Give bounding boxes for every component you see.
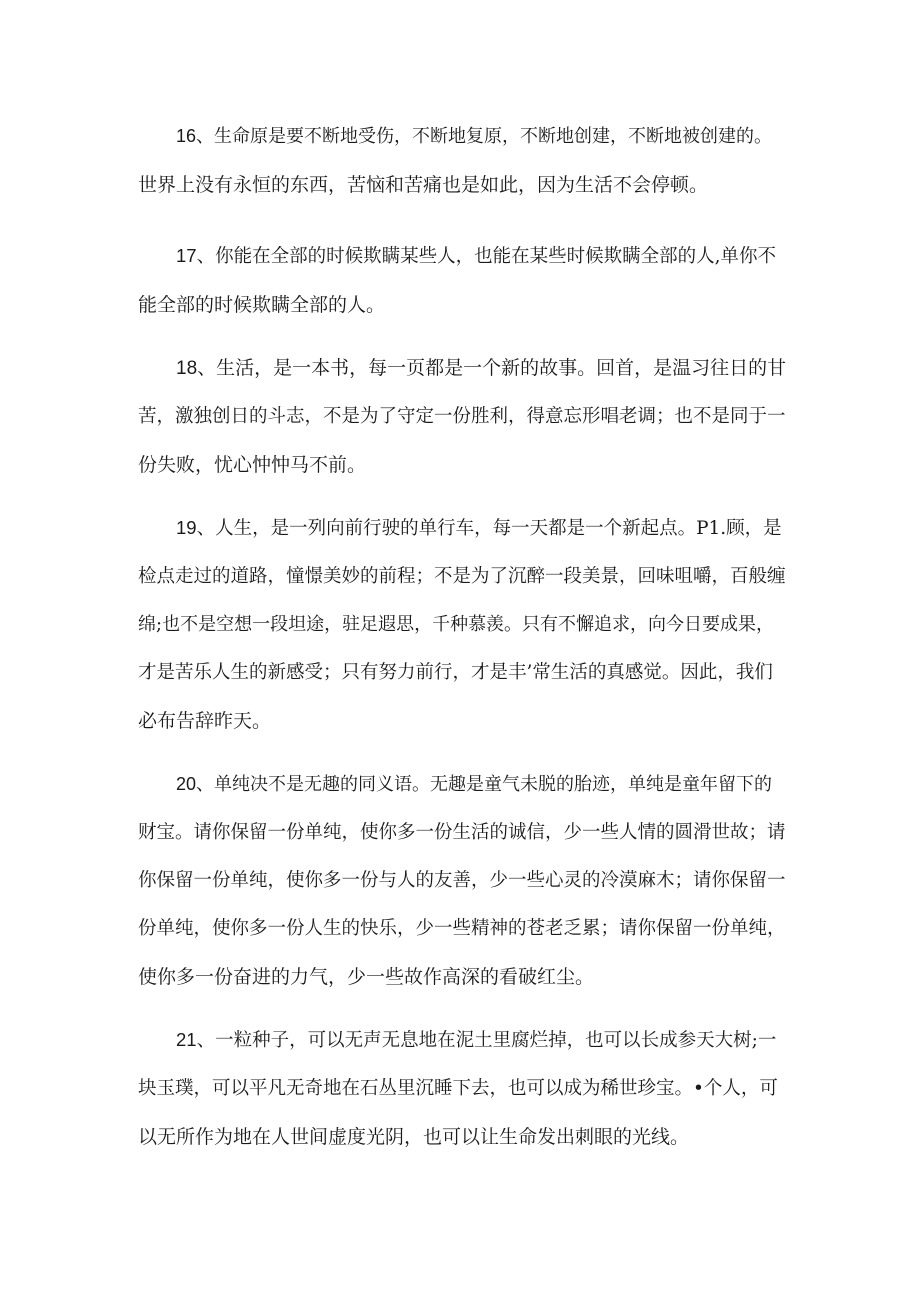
paragraph-line: 份失败，忧心忡忡马不前。	[138, 454, 367, 476]
paragraph-line: 能全部的时候欺瞒全部的人。	[138, 294, 386, 316]
paragraph-line: 才是苦乐人生的新感受；只有努力前行，才是丰’常生活的真感觉。因此，我们	[138, 662, 773, 683]
paragraph-number: 21	[176, 1029, 197, 1050]
paragraph-first-line	[138, 1016, 788, 1065]
paragraph-line: 必布告辞昨天。	[138, 710, 272, 732]
paragraph-number: 18	[176, 358, 198, 379]
paragraph-line: 苦，激独创日的斗志，不是为了守定一份胜利，得意忘形唱老调；也不是同于一	[138, 406, 786, 427]
paragraph-first-line	[138, 112, 788, 161]
paragraph-number: 19	[176, 517, 197, 538]
paragraph-line: 检点走过的道路，憧憬美妙的前程；不是为了沉醉一段美景，回味咀嚼，百般缠	[138, 566, 786, 587]
paragraph-21	[138, 1016, 788, 1161]
paragraph-first-line	[138, 760, 788, 809]
paragraph-line: 世界上没有永恒的东西，苦恼和苦痛也是如此，因为生活不会停顿。	[138, 174, 709, 196]
paragraph-18	[138, 344, 788, 489]
paragraph-line: 以无所作为地在人世间虚度光阴，也可以让生命发出刺眼的光线。	[138, 1126, 690, 1148]
paragraph-line: 绵;也不是空想一段坦途，驻足遐思，千种慕羡。只有不懈追求，向今日要成果，	[138, 614, 775, 635]
paragraph-19	[138, 504, 788, 745]
paragraph-text: 、生命原是要不断地受伤，不断地复原，不断地创建，不断地被创建的。	[196, 126, 773, 147]
paragraph-20	[138, 760, 788, 1001]
paragraph-line: 你保留一份单纯，使你多一份与人的友善，少一些心灵的冷漠麻木；请你保留一	[138, 870, 786, 891]
paragraph-text: 、一粒种子，可以无声无息地在泥土里腐烂掉，也可以长成参天大树;一	[196, 1030, 777, 1051]
paragraph-line: 财宝。请你保留一份单纯，使你多一份生活的诚信，少一些人情的圆滑世故；请	[138, 822, 786, 843]
paragraph-17	[138, 232, 788, 329]
paragraph-line: 份单纯，使你多一份人生的快乐，少一些精神的苍老乏累；请你保留一份单纯，	[138, 918, 786, 939]
paragraph-line: 使你多一份奋进的力气，少一些故作高深的看破红尘。	[138, 966, 595, 988]
paragraph-16	[138, 112, 788, 209]
paragraph-text: 、人生，是一列向前行驶的单行车，每一天都是一个新起点。P1.顾，是	[196, 518, 782, 539]
paragraph-line: 块玉璞，可以平凡无奇地在石丛里沉睡下去，也可以成为稀世珍宝。•个人，可	[138, 1078, 778, 1099]
paragraph-text: 、生活，是一本书，每一页都是一个新的故事。回首，是温习往日的甘	[197, 357, 787, 379]
paragraph-number: 17	[176, 245, 197, 266]
paragraph-number: 16	[176, 126, 197, 146]
paragraph-first-line	[138, 344, 788, 393]
paragraph-text: 、你能在全部的时候欺瞒某些人，也能在某些时候欺瞒全部的人,单你不	[196, 246, 776, 267]
paragraph-number: 20	[176, 774, 197, 794]
paragraph-text: 、单纯决不是无趣的同义语。无趣是童气未脱的胎迹，单纯是童年留下的	[196, 774, 773, 795]
paragraph-first-line	[138, 504, 788, 553]
paragraph-first-line	[138, 232, 788, 281]
